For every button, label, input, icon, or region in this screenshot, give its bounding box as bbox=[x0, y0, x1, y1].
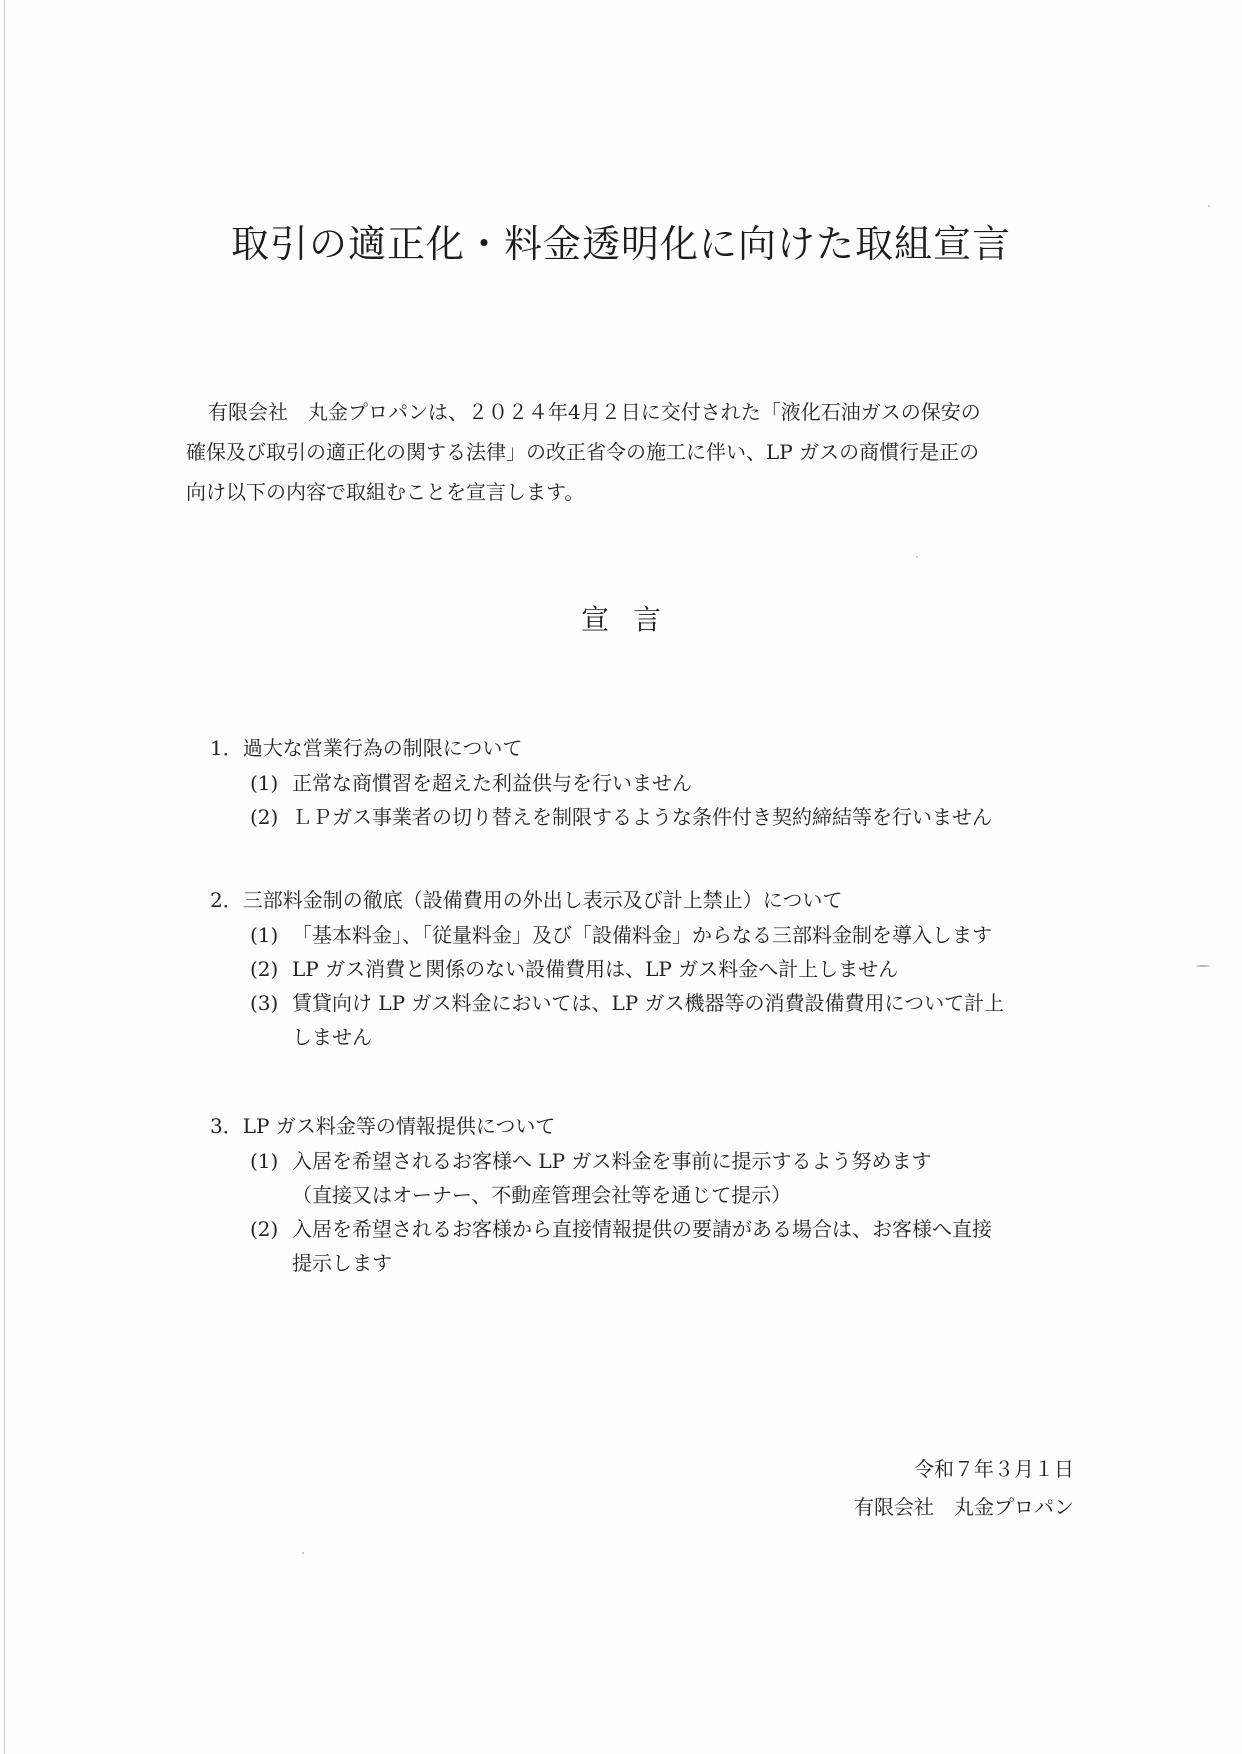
intro-line: 向け以下の内容で取組むことを宣言します。 bbox=[186, 480, 585, 504]
document-title: 取引の適正化・料金透明化に向けた取組宣言 bbox=[230, 222, 1011, 266]
item-number: (2) bbox=[250, 805, 279, 829]
intro-line: 確保及び取引の適正化の関する法律」の改正省令の施工に伴い、LP ガスの商慣行是正の bbox=[186, 440, 980, 464]
scan-speck bbox=[302, 1552, 304, 1554]
section-title: 1．過大な営業行為の制限について bbox=[210, 736, 523, 760]
heading-char: 宣 bbox=[580, 603, 609, 636]
item-number: (2) bbox=[250, 1217, 279, 1241]
scan-speck bbox=[1208, 205, 1210, 207]
intro-paragraph bbox=[186, 392, 1086, 512]
item-number: (3) bbox=[250, 991, 279, 1015]
list-item bbox=[210, 800, 1090, 834]
declaration-heading bbox=[0, 598, 1242, 638]
item-text-continued: 提示します bbox=[292, 1251, 392, 1275]
item-text-continued: （直接又はオーナー、不動産管理会社等を通じて提示） bbox=[292, 1183, 792, 1207]
signature-block bbox=[854, 1450, 1074, 1526]
list-item bbox=[210, 1144, 1090, 1212]
item-text: 賃貸向け LP ガス料金においては、LP ガス機器等の消費設備費用について計上 bbox=[292, 991, 1005, 1015]
section-2 bbox=[210, 882, 1090, 1054]
section-3 bbox=[210, 1108, 1090, 1280]
item-text: ＬＰガス事業者の切り替えを制限するような条件付き契約締結等を行いません bbox=[292, 805, 992, 829]
item-text: 正常な商慣習を超えた利益供与を行いません bbox=[292, 771, 692, 795]
section-title: 3．LP ガス料金等の情報提供について bbox=[210, 1114, 556, 1138]
scan-speck bbox=[1196, 965, 1210, 967]
item-number: (1) bbox=[250, 1149, 279, 1173]
list-item bbox=[210, 766, 1090, 800]
section-1 bbox=[210, 730, 1090, 834]
list-item bbox=[210, 918, 1090, 952]
item-text: 入居を希望されるお客様へ LP ガス料金を事前に提示するよう努めます bbox=[292, 1149, 932, 1173]
list-item bbox=[210, 952, 1090, 986]
item-text: LP ガス消費と関係のない設備費用は、LP ガス料金へ計上しません bbox=[292, 957, 899, 981]
heading-char: 言 bbox=[633, 603, 662, 636]
list-item bbox=[210, 1212, 1090, 1280]
signature-company: 有限会社 丸金プロパン bbox=[854, 1495, 1074, 1519]
item-text: 「基本料金」、「従量料金」及び「設備料金」からなる三部料金制を導入します bbox=[292, 923, 992, 947]
item-text-continued: しません bbox=[292, 1025, 372, 1049]
scan-speck bbox=[916, 556, 918, 558]
signature-date: 令和７年３月１日 bbox=[914, 1457, 1074, 1481]
item-number: (1) bbox=[250, 923, 279, 947]
item-number: (2) bbox=[250, 957, 279, 981]
intro-line: 有限会社 丸金プロパンは、２０２４年4月２日に交付された「液化石油ガスの保安の bbox=[208, 400, 981, 424]
section-title: 2．三部料金制の徹底（設備費用の外出し表示及び計上禁止）について bbox=[210, 888, 843, 912]
item-text: 入居を希望されるお客様から直接情報提供の要請がある場合は、お客様へ直接 bbox=[292, 1217, 992, 1241]
item-number: (1) bbox=[250, 771, 279, 795]
list-item bbox=[210, 986, 1090, 1054]
